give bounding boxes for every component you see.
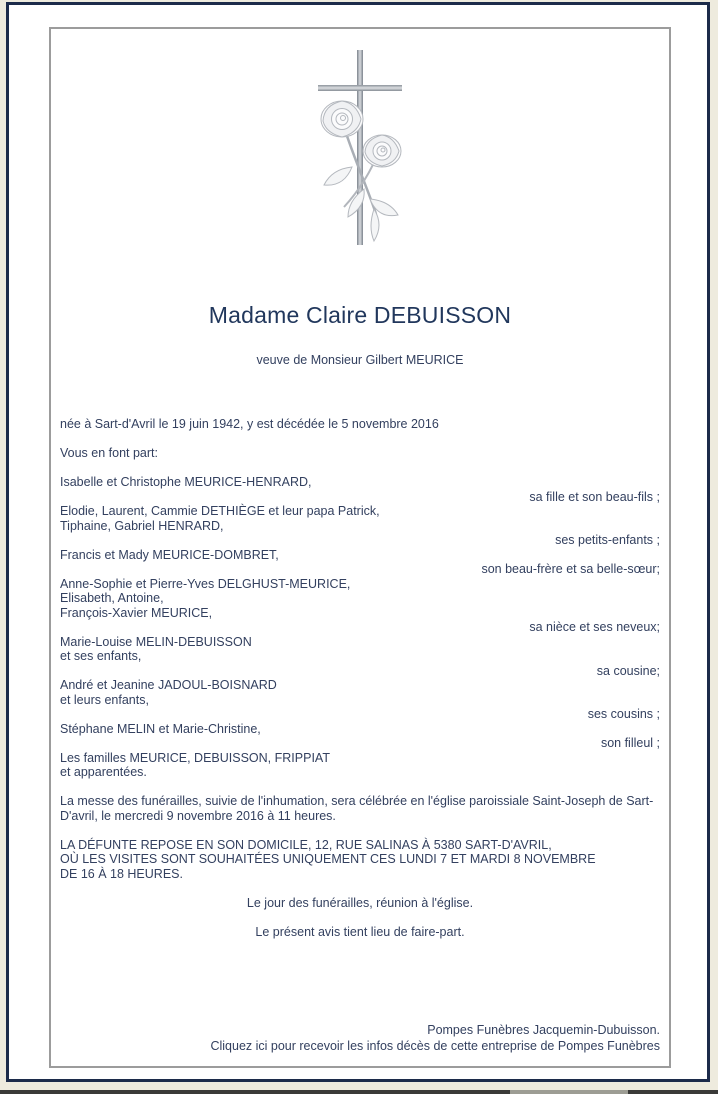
window-bottom-strip — [0, 1090, 718, 1094]
repose-paragraph — [60, 838, 660, 882]
relation-line: son beau-frère et sa belle-sœur; — [481, 562, 660, 576]
ceremony-paragraph: La messe des funérailles, suivie de l'inhumation, sera célébrée en l'église paroissiale Saint-Joseph de Sart-D'avril, le mercredi 9 novembre 2016 à 11 heures. — [60, 794, 654, 823]
name-line: François-Xavier MEURICE, — [60, 605, 213, 620]
footer — [60, 1023, 660, 1054]
repose-line: LA DÉFUNTE REPOSE EN SON DOMICILE, 12, RUE SALINAS À 5380 SART-D'AVRIL, — [60, 837, 552, 852]
name-line: Stéphane MELIN et Marie-Christine, — [60, 721, 261, 736]
family-entry — [60, 504, 660, 548]
name-line: André et Jeanine JADOUL-BOISNARD — [60, 678, 277, 692]
family-entry — [60, 577, 660, 635]
repose-line: DE 16 À 18 HEURES. — [60, 866, 183, 881]
name-line: Isabelle et Christophe MEURICE-HENRARD, — [60, 475, 312, 489]
memorial-card — [49, 27, 671, 1068]
gathering-line: Le jour des funérailles, réunion à l'église. — [246, 895, 474, 910]
relation-line: sa nièce et ses neveux; — [529, 620, 660, 634]
funeral-home-name: Pompes Funèbres Jacquemin-Dubuisson. — [427, 1023, 660, 1037]
subtitle: veuve de Monsieur Gilbert MEURICE — [256, 353, 464, 367]
window-frame — [6, 2, 710, 1082]
relation-line: sa cousine; — [596, 663, 660, 678]
name-line: Marie-Louise MELIN-DEBUISSON — [60, 634, 252, 649]
relation-line: ses cousins ; — [587, 707, 660, 721]
relation-line: ses petits-enfants ; — [555, 533, 660, 547]
cross-with-roses-icon — [304, 49, 416, 247]
repose-line: OÙ LES VISITES SONT SOUHAITÉES UNIQUEMENT CES LUNDI 7 ET MARDI 8 NOVEMBRE — [60, 852, 596, 866]
relation-line: son filleul ; — [600, 736, 660, 750]
death-info-link[interactable]: Cliquez ici pour recevoir les infos décès de cette entreprise de Pompes Funèbres — [210, 1038, 660, 1053]
cross-image-container — [60, 49, 660, 252]
name-line: et apparentées. — [60, 765, 147, 779]
family-entry — [60, 548, 660, 577]
name-line: Les familles MEURICE, DEBUISSON, FRIPPIAT — [60, 750, 330, 765]
announcement-body — [60, 417, 660, 939]
birth-death-line: née à Sart-d'Avril le 19 juin 1942, y est décédée le 5 novembre 2016 — [60, 417, 439, 431]
name-line: et leurs enfants, — [60, 692, 149, 707]
relation-line: sa fille et son beau-fils ; — [529, 489, 660, 504]
name-line: Tiphaine, Gabriel HENRARD, — [60, 518, 224, 533]
name-line: et ses enfants, — [60, 649, 142, 663]
notice-line: Le présent avis tient lieu de faire-part. — [255, 924, 465, 939]
family-entry — [60, 722, 660, 751]
announcement-line: Vous en font part: — [60, 446, 158, 460]
name-line: Francis et Mady MEURICE-DOMBRET, — [60, 547, 279, 562]
family-entry — [60, 751, 660, 780]
page-title: Madame Claire DEBUISSON — [208, 302, 512, 328]
name-line: Elisabeth, Antoine, — [60, 591, 164, 605]
family-list — [60, 475, 660, 780]
name-line: Anne-Sophie et Pierre-Yves DELGHUST-MEURICE, — [60, 576, 351, 591]
family-entry — [60, 475, 660, 504]
scrollbar-thumb[interactable] — [510, 1090, 628, 1094]
name-line: Elodie, Laurent, Cammie DETHIÈGE et leur papa Patrick, — [60, 504, 380, 518]
family-entry — [60, 635, 660, 679]
family-entry — [60, 678, 660, 722]
